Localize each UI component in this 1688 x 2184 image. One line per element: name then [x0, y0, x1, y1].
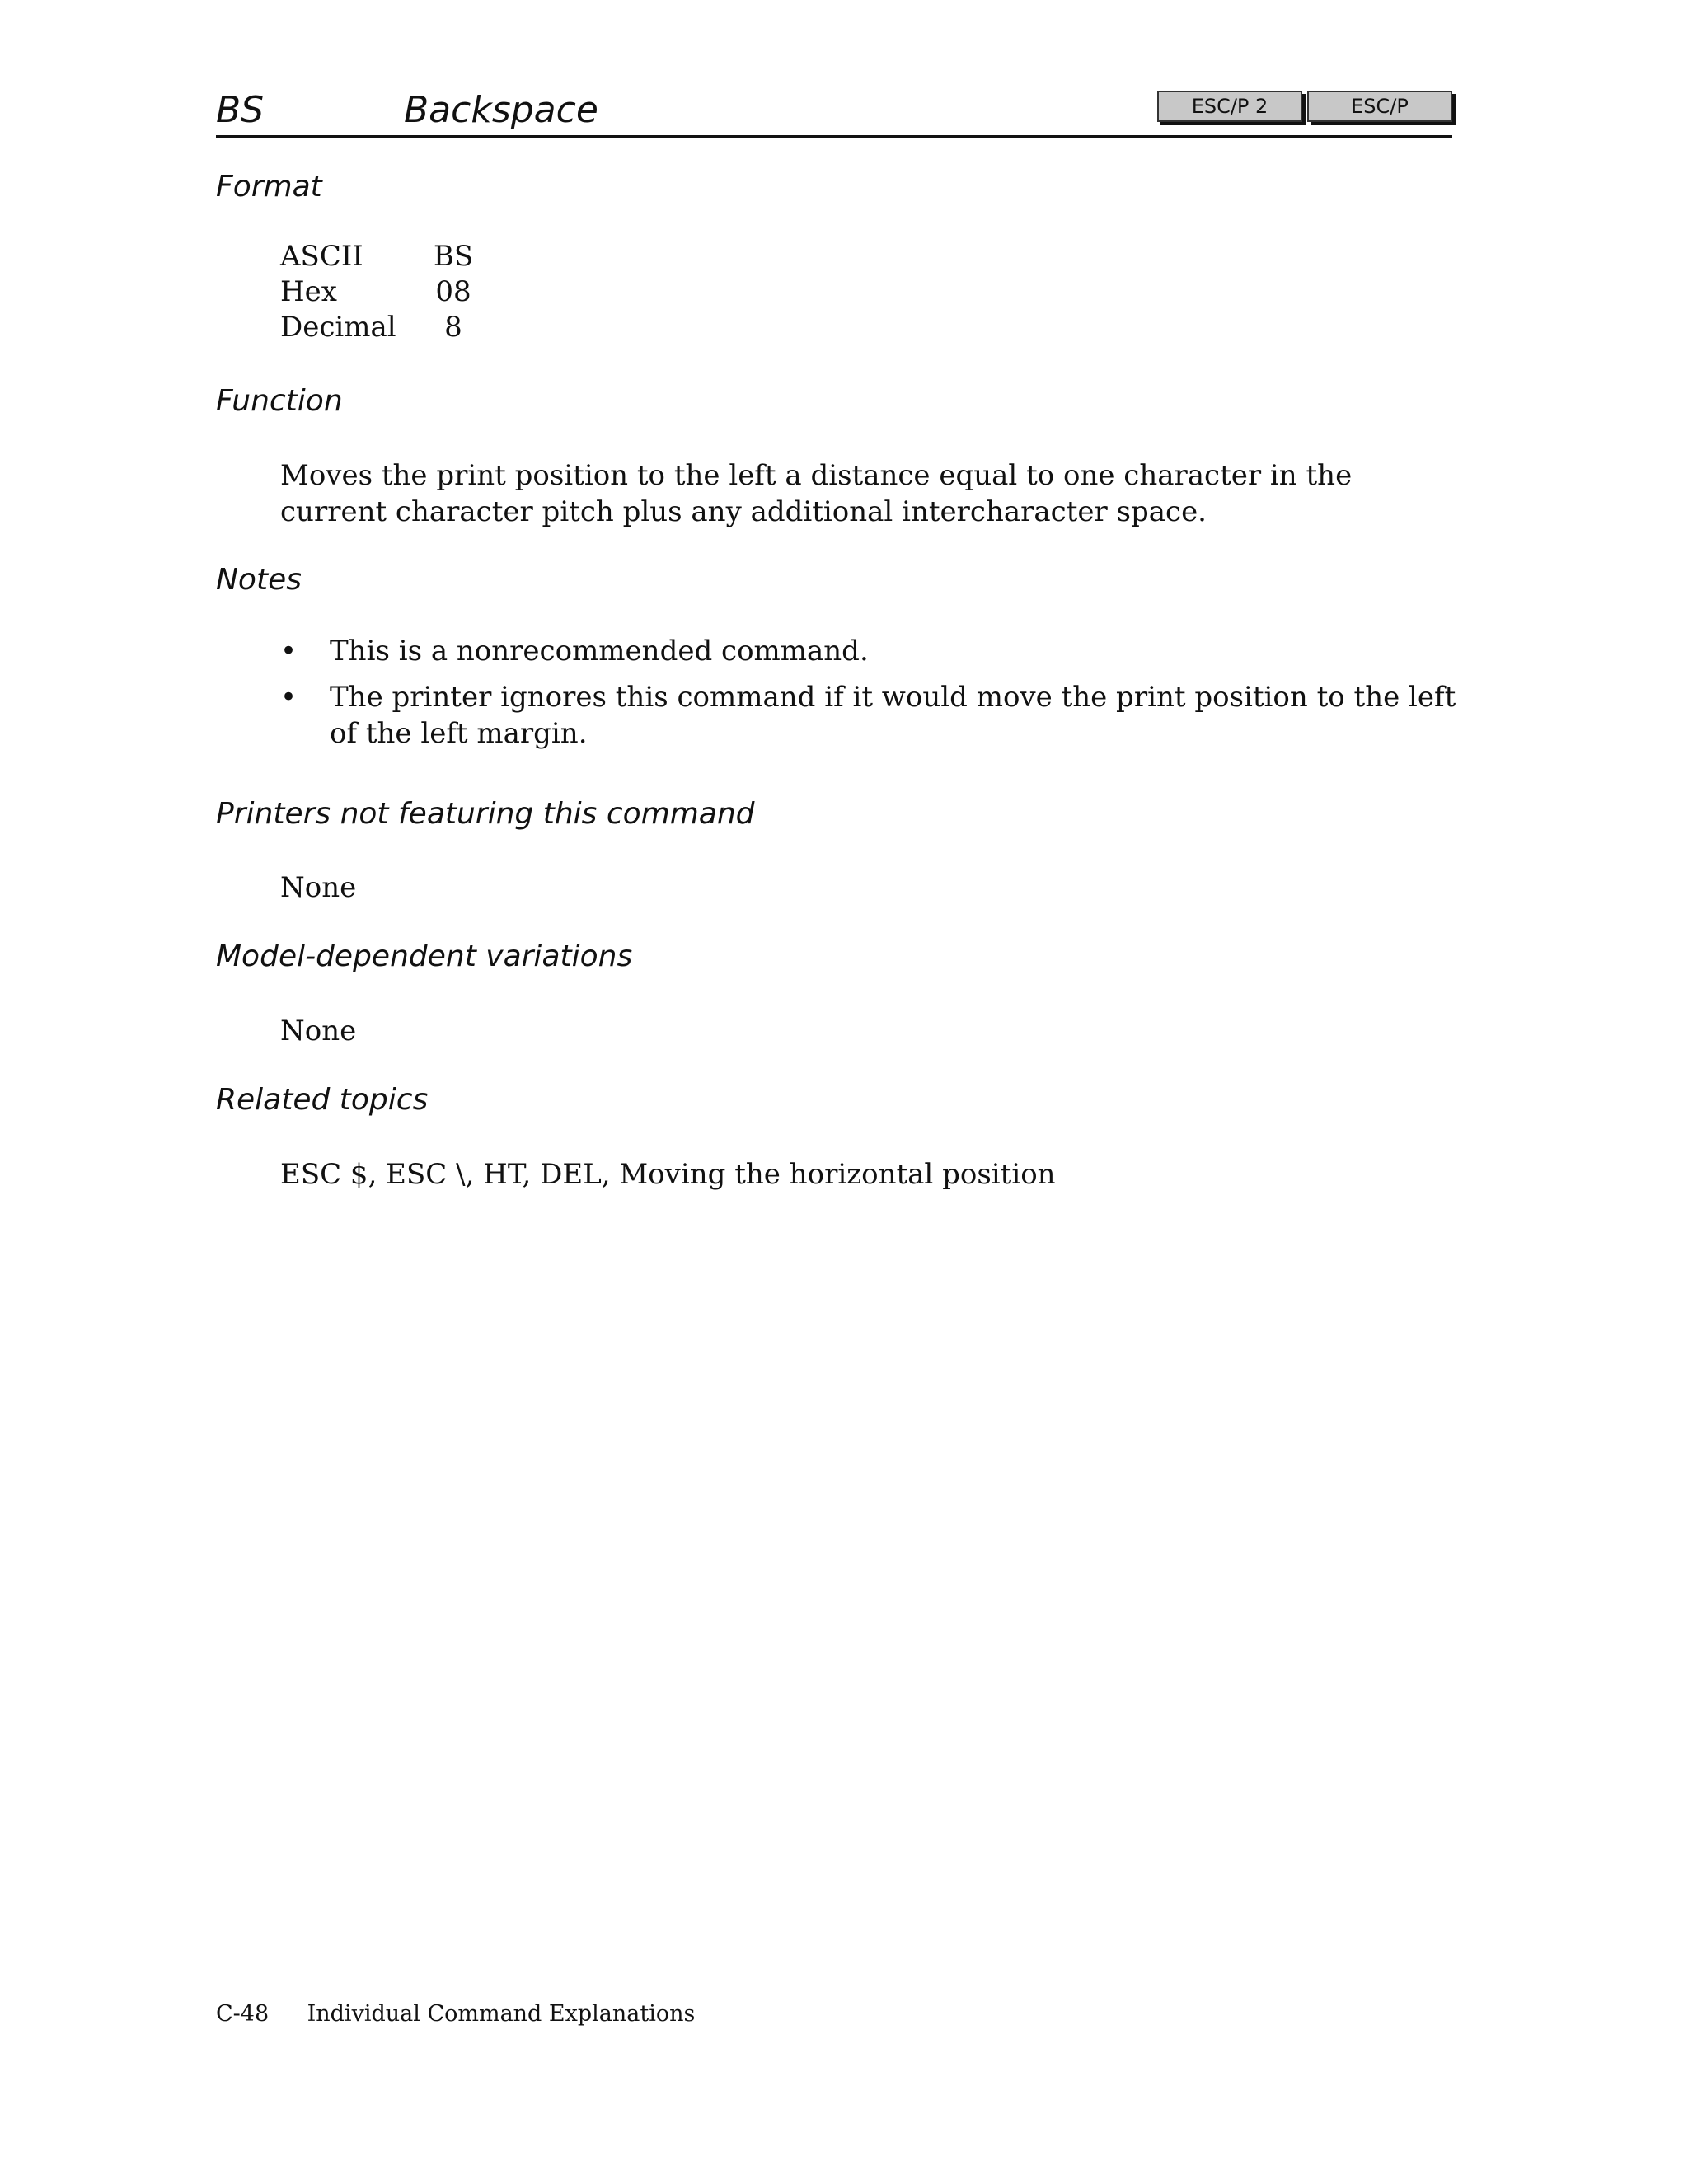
chapter-title: Individual Command Explanations [307, 2001, 696, 2027]
format-row-hex [280, 274, 478, 310]
format-label: Decimal [280, 311, 396, 344]
model-dependent-text: None [280, 1015, 357, 1047]
format-value: 8 [444, 311, 462, 344]
related-topics-heading: Related topics [216, 1083, 429, 1117]
format-heading: Format [216, 170, 322, 204]
note-text: This is a nonrecommended command. [330, 635, 869, 668]
list-item [280, 633, 1459, 669]
bullet-icon: • [280, 635, 298, 668]
note-text: The printer ignores this command if it would move the print position to the left of the left margin. [330, 681, 1456, 750]
bullet-icon: • [280, 681, 298, 714]
notes-list [280, 633, 1459, 762]
model-dependent-heading: Model-dependent variations [216, 940, 633, 973]
format-label: Hex [280, 275, 337, 308]
related-topics-text: ESC $, ESC \, HT, DEL, Moving the horizontal position [280, 1158, 1056, 1191]
format-value: BS [433, 240, 474, 273]
function-heading: Function [216, 384, 343, 418]
format-table [280, 239, 478, 345]
notes-heading: Notes [216, 563, 302, 597]
badge-escp: ESC/P [1307, 91, 1452, 122]
format-row-decimal [280, 310, 478, 345]
command-set-badges [1157, 91, 1452, 122]
page-footer [216, 2001, 695, 2027]
printers-not-featuring-heading: Printers not featuring this command [216, 797, 755, 831]
list-item [280, 679, 1459, 752]
format-value: 08 [435, 275, 471, 308]
command-name: Backspace [404, 89, 598, 131]
command-header [216, 82, 1452, 138]
format-row-ascii [280, 239, 478, 274]
badge-escp2: ESC/P 2 [1157, 91, 1302, 122]
command-code: BS [216, 89, 265, 131]
format-label: ASCII [280, 240, 363, 273]
function-text: Moves the print position to the left a distance equal to one character in the current character pitch plus any additional intercharacter space. [280, 459, 1353, 528]
page-number: C-48 [216, 2001, 270, 2027]
printers-not-featuring-text: None [280, 871, 357, 904]
